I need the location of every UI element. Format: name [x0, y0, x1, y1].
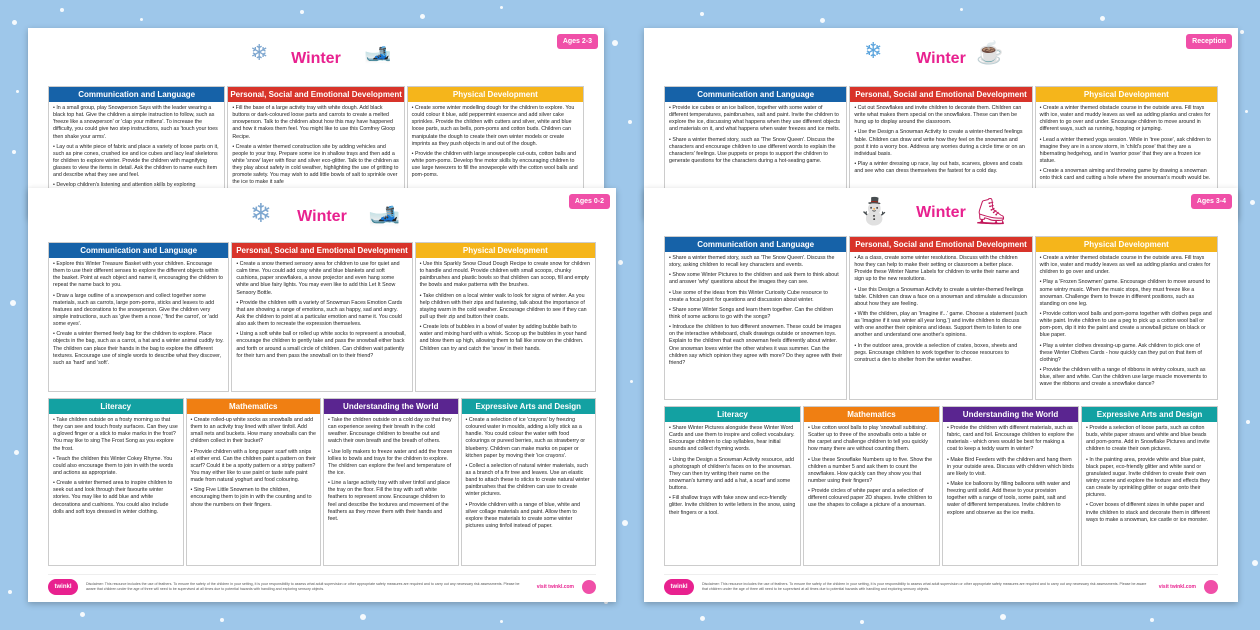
column-personal-social-and-emotional-development: [849, 236, 1032, 400]
column-mathematics: [803, 406, 940, 566]
activity-item: • Fill the base of a large activity tray with white dough. Add black buttons or dark-coloured loose parts and carrots to create a melted snowperson. Talk to the children about how this may have happened and how it makes them feel. You might like to use this Comfrey Gloop Recipe.: [232, 105, 399, 141]
column-literacy: [48, 398, 184, 566]
activity-item: • Create a selection of ice 'crayons' by freezing coloured water in moulds, adding a lolly stick as a handle. You could colour the water with food colourings or pureed berries, such as strawberry or blueberry. Children can make marks on paper or kitchen paper by moving their 'ice crayons'.: [466, 417, 592, 460]
snow-dot: [1250, 200, 1255, 205]
column-header: Literacy: [49, 399, 183, 414]
snow-dot: [700, 12, 704, 16]
activity-item: • Share some Winter Songs and learn them together. Can the children think of some actions to go with the songs?: [669, 307, 842, 321]
column-physical-development: [1035, 236, 1218, 400]
activity-item: • Create rolled-up white socks as snowballs and add them to an activity tray lined with silver tinfoil. Add small nets and buckets. How many snowballs can the children collect in their bucket?: [191, 417, 317, 446]
activity-item: • Play a 'Frozen Snowmen' game. Encourage children to move around to some wintry music. When the music stops, they must freeze like a snowman. Challenge them to freeze in different positions, such as standing on one leg.: [1040, 279, 1213, 308]
snow-dot: [420, 14, 425, 19]
column-body: [1082, 422, 1217, 565]
activity-item: • Provide the children with different materials, such as fabric, card and foil. Encourage children to explore the materials - which ones would be best for making a coat to keep a teddy warm in winter?: [947, 425, 1074, 454]
activity-item: • Draw a large outline of a snowperson and collect together some materials, such as carrots, large pom-poms, sticks and leaves to add features and decorations to the snowperson. Give the children very simple instructions, such as 'give them a nose,' 'find the carrot', or 'add some eyes'.: [53, 293, 224, 329]
column-header: Personal, Social and Emotional Development: [850, 237, 1031, 252]
visit-link[interactable]: visit twinkl.com: [536, 584, 574, 590]
sheet-ages-0-2: [28, 188, 616, 602]
children-skating-icon: ⛸: [974, 196, 1008, 226]
winter-hat-icon: 🎿: [368, 198, 401, 228]
activity-item: • Cover boxes of different sizes in white paper and invite children to stack and decorate them in different ways to make a snowman, ice castle or ice monster.: [1086, 502, 1213, 523]
age-badge: Reception: [1186, 34, 1232, 49]
snow-dot: [12, 150, 16, 154]
visit-link[interactable]: visit twinkl.com: [1158, 584, 1196, 590]
snowman-icon: ⛄: [858, 196, 891, 226]
snow-dot: [860, 620, 864, 624]
activity-item: • Make ice balloons by filling balloons with water and freezing until solid. Add these to your provision together with a range of tools, some paint, salt and water of different temperatures. Invite children to explore and observe as the ice melts.: [947, 481, 1074, 517]
column-header: Communication and Language: [665, 237, 846, 252]
disclaimer: Disclaimer: This resource includes the use of feathers. To ensure the safety of the children in your setting, it is your responsibility to assess what adult supervision or other appropriate safety measures are required and to carry out any necessary risk assessments. Please be aware that children under the age of three will need to be supervised at all times due to potential hazards with handling and exploring sensory objects.: [702, 582, 1147, 591]
column-body: [49, 258, 228, 391]
age-badge: Ages 2-3: [557, 34, 598, 49]
column-body: [416, 258, 595, 391]
activity-item: • Teach the children this Winter Cokey Rhyme. You could also encourage them to join in with the words and actions as appropriate.: [53, 456, 179, 477]
column-header: Expressive Arts and Design: [1082, 407, 1217, 422]
activity-item: • Use this Design a Snowman Activity to create a winter-themed feelings table. Children can draw a face on a snowman and stimulate a discussion about how they are feeling.: [854, 287, 1027, 308]
snow-dot: [618, 260, 623, 265]
snowflake-icon: ❄: [250, 40, 269, 65]
sheet-ages-3-4: [644, 188, 1238, 602]
snow-dot: [820, 18, 825, 23]
activity-item: • Provide the children with a variety of Snowman Faces Emotion Cards that are showing a range of emotions, such as happy, sad and angry. Ask the children to point at a particular emotion and name it. You could also ask them to recreate the expression themselves.: [236, 300, 407, 329]
activity-item: • Line a large activity tray with silver tinfoil and place the tray on the floor. Fill the tray with soft white feathers to represent snow. Encourage children to feel and describe the textures and movement of the feathers as they move them with their hands and feet.: [328, 480, 454, 523]
activity-item: • Share a winter themed story, such as 'The Snow Queen'. Discuss the characters and encourage children to use different words to explain the characters' feelings. Use puppets or props to support the children to generate questions for the characters during a hot-seating game.: [669, 137, 842, 166]
activity-item: • Create some winter modelling dough for the children to explore. You could colour it blue, add peppermint essence and add silver cake sprinkles. Provide the children with cutters and silver, white and blue loose parts, such as bells, pom-poms and cotton buds. Children can manipulate the dough to create their own winter models or create imprints as they push objects in and out of the dough.: [412, 105, 579, 148]
activity-item: • Sing Five Little Snowmen to the children, encouraging them to join in with the counting and to show the numbers on their fingers.: [191, 487, 317, 508]
column-expressive-arts-and-design: [461, 398, 597, 566]
activity-item: • Share Winter Pictures alongside these Winter Word Cards and use them to inspire and collect vocabulary. Encourage children to clap syllables, hear initial sounds and collect rhyming words.: [669, 425, 796, 454]
column-header: Communication and Language: [49, 243, 228, 258]
activity-item: • With the children, play an 'Imagine if...' game. Choose a statement (such as 'Imagine if it was winter all year long.') and invite children to discuss with one another their opinions and ideas. Support them to listen to one another and understand one another's opinions.: [854, 311, 1027, 340]
column-header: Expressive Arts and Design: [462, 399, 596, 414]
column-body: [850, 252, 1031, 399]
snow-dot: [622, 520, 628, 526]
hot-chocolate-icon: ☕: [976, 40, 1004, 65]
badge-icon: [582, 580, 596, 594]
column-header: Literacy: [665, 407, 800, 422]
column-header: Mathematics: [187, 399, 321, 414]
column-communication-and-language: [664, 236, 847, 400]
column-literacy: [664, 406, 801, 566]
snow-dot: [500, 620, 503, 623]
snow-dot: [16, 90, 19, 93]
activity-item: • Create a winter themed construction site by adding vehicles and people to your tray. Prepare some ice in shallow trays and then add a white 'snow' layer with flour and silver eco-glitter. Talk to the children as they play about safety in cold weather, highlighting the use of gritting to promote safety. You may wish to add little bowls of salt to sprinkle over the ice to make it safe: [232, 144, 399, 187]
snow-dot: [1246, 420, 1250, 424]
activity-item: • Provide circles of white paper and a selection of different coloured paper 2D shapes. Invite children to use the shapes to collage a picture of a snowman.: [808, 488, 935, 509]
activity-item: • Explore this Winter Treasure Basket with your children. Encourage them to use their different senses to explore the different objects within the basket. Point at each object and name it, encouraging the children to repeat the name back to you.: [53, 261, 224, 290]
snow-dot: [80, 612, 85, 617]
activity-item: • Develop children's listening and attention skills by exploring: [53, 182, 220, 189]
activity-item: • Provide children with a range of blue, white and silver collage materials and paint. Allow them to explore these materials to create some winter pictures using tinfoil instead of paper.: [466, 502, 592, 531]
snow-dot: [1245, 110, 1248, 113]
snow-dot: [220, 618, 224, 622]
activity-item: • Create lots of bubbles in a bowl of water by adding bubble bath to water and mixing hard with a whisk. Scoop up the bubbles in your hand and blow them up high, allowing them to fall like snow on the children. Children can try and catch the 'snow' in their hands.: [420, 324, 591, 353]
snow-dot: [12, 20, 17, 25]
activity-item: • Use cotton wool balls to play 'snowball subitising'. Scatter up to three of the snowballs onto a table or the carpet and challenge children to tell you quickly how many there are without counting them.: [808, 425, 935, 454]
activity-item: • Take the children outside on a cold day so that they can experience seeing their breath in the cold weather. Encourage children to breathe out and watch their own breath and the breath of others.: [328, 417, 454, 446]
activity-item: • Using the Design a Snowman Activity resource, add a photograph of children's faces on to the snowman. They can then try writing their name on the snowman's tummy and add a hat, a scarf and some buttons.: [669, 457, 796, 493]
column-mathematics: [186, 398, 322, 566]
column-understanding-the-world: [323, 398, 459, 566]
column-header: Personal, Social and Emotional Development: [850, 87, 1031, 102]
twinkl-logo: twinkl: [664, 579, 694, 595]
activity-item: • Provide cotton wool balls and pom-poms together with clothes pegs and white paint. Invite children to use a peg to pick up a cotton wool ball or pom-pom, dip it into the paint and create a snowball picture on black or blue paper.: [1040, 311, 1213, 340]
activity-item: • Provide the children with a range of ribbons in wintry colours, such as blue, silver and white. Can the children use large muscle movements to wave the ribbons and create a snowflake dance?: [1040, 367, 1213, 388]
page-title: Winter: [297, 208, 347, 225]
column-header: Mathematics: [804, 407, 939, 422]
activity-item: • In the outdoor area, provide a selection of crates, boxes, sheets and pegs. Encourage children to work together to choose resources to construct a den to shelter from the winter weather.: [854, 343, 1027, 364]
activity-item: • Play a winter dressing up race, lay out hats, scarves, gloves and coats and see who can dress themselves the fastest for a cold day.: [854, 161, 1027, 175]
activity-item: • As a class, create some winter resolutions. Discuss with the children how they can help to make their setting or classroom a better place. Provide these Winter Name Labels for children to write their name and sign up to the new resolutions.: [854, 255, 1027, 284]
snow-dot: [1000, 614, 1006, 620]
disclaimer: Disclaimer: This resource includes the use of feathers. To ensure the safety of the children in your setting, it is your responsibility to assess what adult supervision or other appropriate safety measures are required and to carry out any necessary risk assessments. Please be aware that children under the age of three will need to be supervised at all times due to potential hazards with handling and exploring sensory objects.: [86, 582, 520, 591]
activity-item: • Introduce the children to two different snowmen. These could be images on the interactive whiteboard, chalk drawings outside or snowmen toys. Explain to the children that each snowman feels differently about winter. One snowman loves winter the other wishes it was summer. Can the children say which opinion they agree with more? Do they agree with their friend?: [669, 324, 842, 367]
activity-item: • In a small group, play Snowperson Says with the leader wearing a black top hat. Give the children a simple instruction to follow, such as 'freeze like a snowperson' or 'clap your mittens'. To increase the difficulty, you could give two step instructions, such as 'touch your toes then shake your arms'.: [53, 105, 220, 141]
column-expressive-arts-and-design: [1081, 406, 1218, 566]
activity-item: • Create a winter themed obstacle course in the outside area. Fill trays with ice, water and muddy leaves as well as adding planks and crates for children to go over and under. Encourage children to move around in different ways, such as running, hopping or jumping.: [1040, 105, 1213, 134]
column-body: [665, 422, 800, 565]
activity-item: • Take children outside on a frosty morning so that they can see and touch frosty surfaces. Can they use a gloved finger or a stick to make marks in the frost? You may like to sing The Frost Song as you explore the frost.: [53, 417, 179, 453]
snowflake-icon: ❄: [250, 198, 272, 228]
activity-item: • Fill shallow trays with fake snow and eco-friendly glitter. Invite children to write letters in the snow, using their fingers or a tool.: [669, 495, 796, 516]
footer: [48, 574, 596, 596]
column-body: [324, 414, 458, 565]
snow-dot: [630, 380, 633, 383]
page-title: Winter: [291, 50, 341, 67]
snow-dot: [10, 300, 16, 306]
activity-item: • Use these Snowflake Numbers up to five. Show the children a number 5 and ask them to count the snowflakes. How quickly can they show you that number using their fingers?: [808, 457, 935, 486]
column-body: [462, 414, 596, 565]
activity-item: • Lay out a white piece of fabric and place a variety of loose parts on it, such as pine cones, crushed ice and ice cubes and lacy leaf skeletons for children to explore winter. Provide the children with magnifying glasses to view the items in detail. Ask the children to name each item and describe what they see and feel.: [53, 144, 220, 180]
activity-item: • Create a winter themed obstacle course in the outside area. Fill trays with ice, water and muddy leaves as well as adding planks and crates for children to go over and under.: [1040, 255, 1213, 276]
activity-item: • Provide the children with large snowpeople cut-outs, cotton balls and white pom-poms. Develop fine motor skills by encouraging children to use large tweezers to fill the snowpeople with the cotton wool balls and pom-poms.: [412, 151, 579, 180]
twinkl-logo: twinkl: [48, 579, 78, 595]
activity-item: • Use the Design a Snowman Activity to create a winter-themed feelings fable. Children can draw and write how they feel on the snowman and post it into a worry box. Address any worries during a circle time or on an individual basis.: [854, 129, 1027, 158]
footer: [664, 574, 1218, 596]
column-header: Physical Development: [416, 243, 595, 258]
column-header: Physical Development: [408, 87, 583, 102]
snow-dot: [612, 40, 618, 46]
activity-item: • Use some of the ideas from this Winter Curiosity Cube resource to create a focal point for questions and discussion about winter.: [669, 290, 842, 304]
snow-dot: [1100, 16, 1105, 21]
column-header: Communication and Language: [49, 87, 224, 102]
snow-dot: [1252, 560, 1258, 566]
column-header: Personal, Social and Emotional Development: [232, 243, 411, 258]
column-header: Understanding the World: [324, 399, 458, 414]
page-title: Winter: [916, 204, 966, 221]
winter-hat-icon: 🎿: [364, 40, 392, 65]
column-body: [49, 414, 183, 565]
snow-dot: [1150, 618, 1154, 622]
column-body: [1036, 252, 1217, 399]
activity-item: • Create a winter themed area to inspire children to seek out and look through their favourite winter stories. You may like to add blue and white decorations and cushions. You could also include dolls and soft toys dressed in winter clothing.: [53, 480, 179, 516]
activity-item: • Provide a selection of loose parts, such as cotton buds, white paper straws and white and blue beads and pom-poms. Add in Snowflake Pictures and invite children to create their own pictures.: [1086, 425, 1213, 454]
column-communication-and-language: [48, 242, 229, 392]
column-body: [232, 258, 411, 391]
column-header: Physical Development: [1036, 87, 1217, 102]
snowflake-icon: ❄: [864, 38, 883, 63]
snow-dot: [14, 450, 19, 455]
column-body: [804, 422, 939, 565]
column-body: [187, 414, 321, 565]
snow-dot: [628, 120, 632, 124]
activity-item: • Provide children with a long paper scarf with snips at either end. Can the children paint a pattern on their scarf? Could it be a spotty pattern or a stripy pattern? You may either like to use paint or taste safe paint made from natural yoghurt and food colouring.: [191, 449, 317, 485]
column-header: Understanding the World: [943, 407, 1078, 422]
column-header: Communication and Language: [665, 87, 846, 102]
activity-item: • Lead a winter themed yoga session. While in 'tree pose', ask children to imagine they are in a snow storm, in 'child's pose' that they are a hibernating hedgehog, and in 'warrior pose' that they are a frozen ice statue.: [1040, 137, 1213, 166]
snow-dot: [960, 8, 963, 11]
activity-item: • Collect a selection of natural winter materials, such as a branch of a fir tree and leaves. Use an elastic band to attach these to sticks to create natural winter paintbrushes that the children can use to create winter pictures.: [466, 463, 592, 499]
activity-item: • Provide ice cubes or an ice balloon, together with some water of different temperatures, paintbrushes, salt and paint. Invite the children to explore the ice, discussing what happens when they use different objects and materials on it, and what happens when water freezes and ice melts.: [669, 105, 842, 134]
activity-item: • Take children on a local winter walk to look for signs of winter. As you help children with their zips and fastening, talk about the importance of staying warm in the cold weather. Encourage children to see if they can pull up their zip and button their coats.: [420, 293, 591, 322]
snow-dot: [140, 18, 143, 21]
column-body: [665, 252, 846, 399]
column-header: Physical Development: [1036, 237, 1217, 252]
snow-dot: [60, 8, 64, 12]
activity-item: • Create a snowman aiming and throwing game by drawing a snowman onto thick card and cutting a hole where the snowman's mouth would be.: [1040, 168, 1213, 182]
column-physical-development: [415, 242, 596, 392]
activity-item: • Show some Winter Pictures to the children and ask them to think about and answer 'why' questions about the images they can see.: [669, 272, 842, 286]
activity-item: • In the painting area, provide white and blue paint, black paper, eco-friendly glitter and white sand or granulated sugar. Invite children to create their own wintry scene and explore the texture and effects they can create by sprinkling glitter or sugar onto their pictures.: [1086, 457, 1213, 500]
badge-icon: [1204, 580, 1218, 594]
activity-item: • Use lolly makers to freeze water and add the frozen lollies to bowls and trays for the children to explore. The children can explore the feel and temperature of the ice.: [328, 449, 454, 478]
page-title: Winter: [916, 50, 966, 67]
activity-item: • Make Bird Feeders with the children and hang them in your outside area. Discuss with children which birds are likely to visit.: [947, 457, 1074, 478]
snow-dot: [300, 10, 304, 14]
activity-item: • Cut out Snowflakes and invite children to decorate them. Children can write what makes them special on the snowflakes. These can then be hung up to display around the classroom.: [854, 105, 1027, 126]
column-personal-social-and-emotional-development: [231, 242, 412, 392]
activity-item: • Create a winter themed feely bag for the children to explore. Place objects in the bag, such as a carrot, a hat and a winter animal cuddly toy. The children can place their hands in the bag to explore the different textures. Encourage use of single words to describe what they discover, such as 'hard' and 'soft'.: [53, 331, 224, 367]
snow-dot: [700, 616, 705, 621]
activity-item: • Use this Sparkly Snow Cloud Dough Recipe to create snow for children to handle and mould. Provide children with small scoops, chunky paintbrushes and plastic bowls so that children can scoop, fill and empty the bowls and make patterns with the brushes.: [420, 261, 591, 290]
age-badge: Ages 0-2: [569, 194, 610, 209]
activity-item: • Create a snow themed sensory area for children to use for quiet and calm time. You could add cosy white and blue blankets and soft cushions, paper snowflakes, a snow projector and even hang some white and blue fairy lights. You may even like to add this Let It Snow Sensory Bottle.: [236, 261, 407, 297]
age-badge: Ages 3-4: [1191, 194, 1232, 209]
activity-item: • Using a soft white ball or rolled up white socks to represent a snowball, encourage the children to gently take and pass the snowball either back and forth or around a small circle of children. Can children wait patiently for their turn and then pass the snowball on to their friend?: [236, 331, 407, 360]
snow-dot: [500, 6, 503, 9]
snow-dot: [8, 590, 12, 594]
activity-item: • Share a winter themed story, such as 'The Snow Queen'. Discuss the story, asking children to recall key characters and events.: [669, 255, 842, 269]
snow-dot: [360, 614, 366, 620]
column-understanding-the-world: [942, 406, 1079, 566]
snow-dot: [1240, 30, 1244, 34]
activity-item: • Play a winter clothes dressing-up game. Ask children to pick one of these Winter Clothes Cards - how quickly can they put on that item of clothing?: [1040, 343, 1213, 364]
column-body: [943, 422, 1078, 565]
column-header: Personal, Social and Emotional Development: [228, 87, 403, 102]
